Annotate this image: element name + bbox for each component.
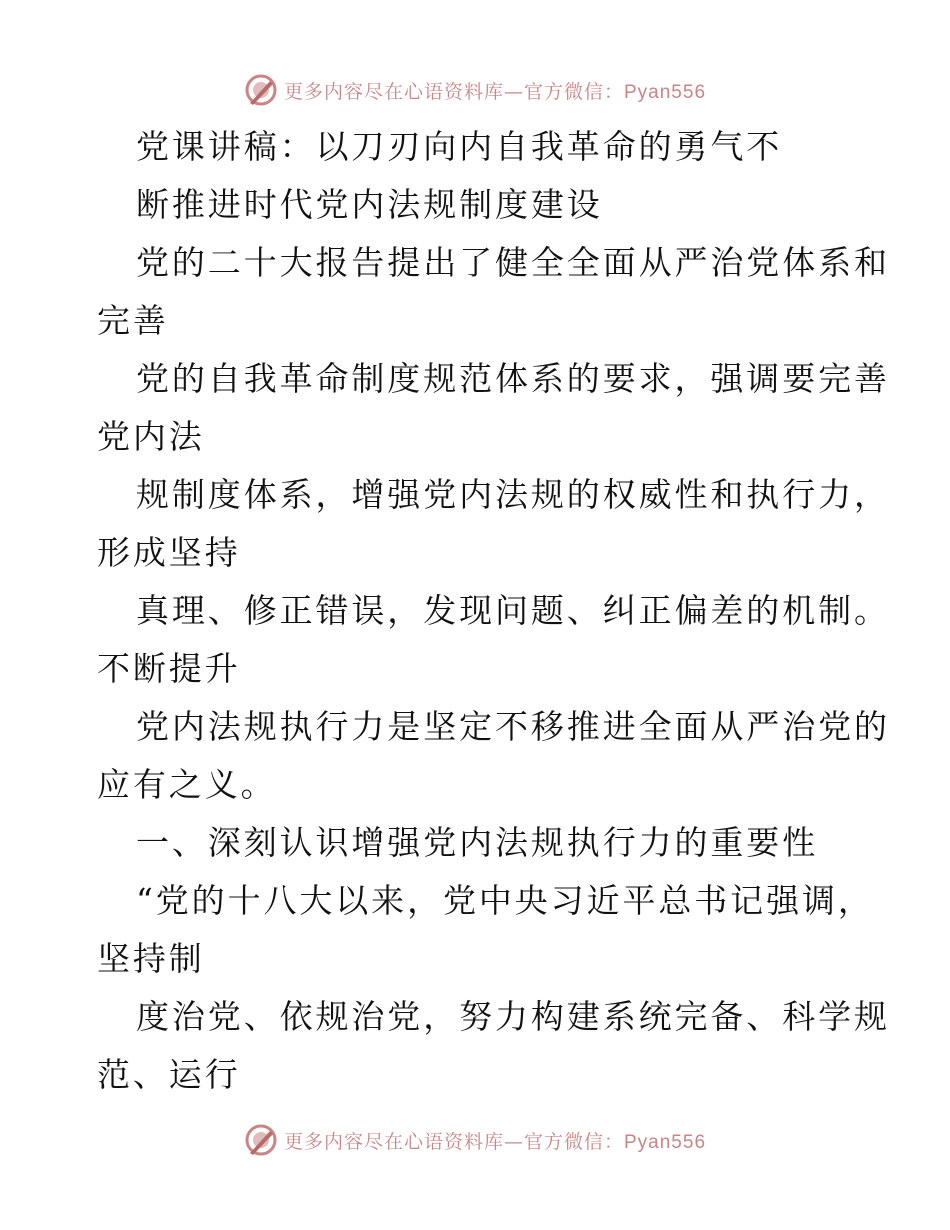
paragraph-line: 真理、修正错误，发现问题、纠正偏差的机制。 [136,591,890,630]
wechat-id: Pyan556 [624,1131,707,1153]
paragraph-line: 度治党、依规治党，努力构建系统完备、科学规 [136,997,890,1036]
watermark-text: 更多内容尽在心语资料库—官方微信：Pyan556 [283,1130,707,1153]
paragraph-line: 形成坚持 [97,533,241,572]
paragraph-line: 范、运行 [97,1055,241,1094]
paragraph-line: 坚持制 [97,939,205,978]
seal-pen-icon [244,73,278,107]
seal-pen-icon [244,1123,278,1157]
footer-watermark [0,1120,950,1160]
title-line-1: 党课讲稿：以刀刃向内自我革命的勇气不 [136,127,783,166]
paragraph-line: 规制度体系，增强党内法规的权威性和执行力， [136,475,890,514]
watermark-text: 更多内容尽在心语资料库—官方微信：Pyan556 [283,80,707,103]
wechat-id: Pyan556 [624,81,707,103]
paragraph-line: 党的二十大报告提出了健全全面从严治党体系和 [136,243,890,282]
paragraph-line: 党内法 [97,417,205,456]
paragraph-line: 不断提升 [97,649,241,688]
section-heading: 一、深刻认识增强党内法规执行力的重要性 [136,823,819,862]
paragraph-line: “党的十八大以来，党中央习近平总书记强调， [136,881,874,920]
paragraph-line: 党的自我革命制度规范体系的要求，强调要完善 [136,359,890,398]
title-line-2: 断推进时代党内法规制度建设 [136,185,603,224]
header-watermark [0,70,950,110]
paragraph-line: 应有之义。 [97,765,277,804]
paragraph-line: 完善 [97,301,169,340]
paragraph-line: 党内法规执行力是坚定不移推进全面从严治党的 [136,707,890,746]
